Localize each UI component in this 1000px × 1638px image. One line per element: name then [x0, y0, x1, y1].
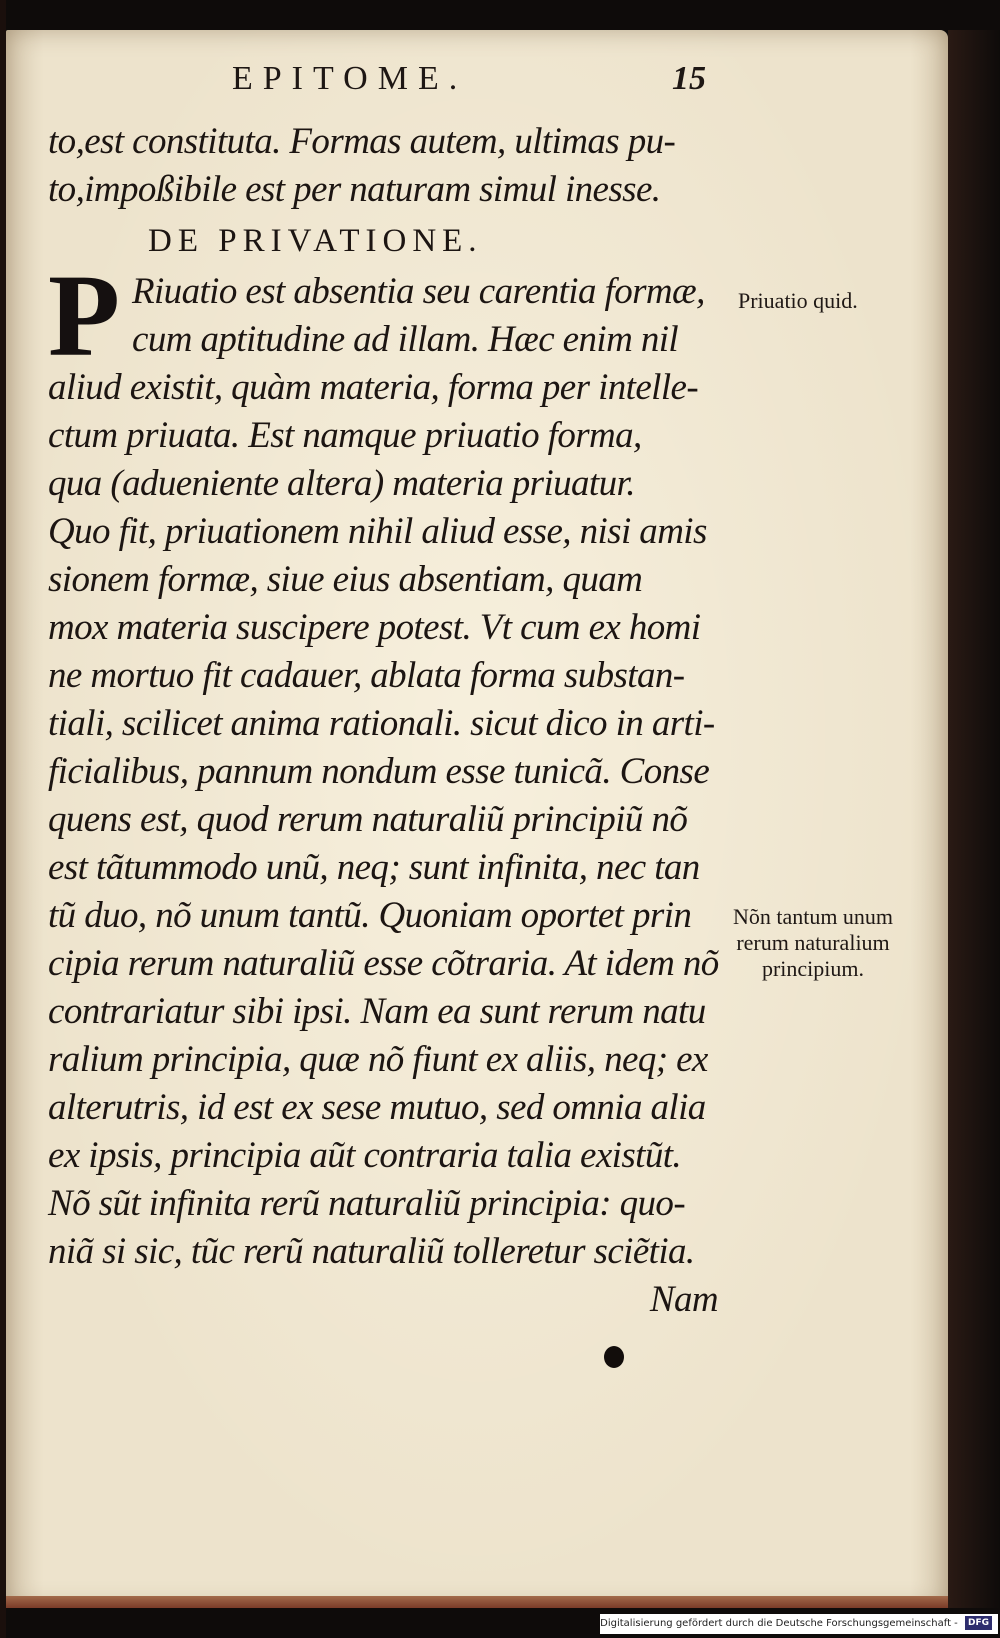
ornament-dot-icon: [604, 1346, 624, 1368]
text-line: qua (adueniente altera) materia priuatur.: [48, 463, 635, 504]
text-line: tiali, scilicet anima rationali. sicut dico in arti-: [48, 703, 715, 744]
text-line: ne mortuo fit cadauer, ablata forma substan-: [48, 655, 685, 696]
footer-text: Digitalisierung gefördert durch die Deutsche Forschungsgemeinschaft -: [600, 1618, 958, 1629]
main-text: [48, 118, 748, 1324]
text-line: Riuatio est absentia seu carentia formæ,: [132, 271, 705, 312]
page-number: 15: [672, 60, 706, 97]
page-bottom-edge: [6, 1596, 948, 1608]
section-heading: DE PRIVATIONE.: [148, 223, 483, 259]
text-line: tũ duo, nõ unum tantũ. Quoniam oportet prin: [48, 895, 692, 936]
text-line: Nõ sũt infinita rerũ naturaliũ principia: quo-: [48, 1183, 686, 1224]
text-line: cum aptitudine ad illam. Hæc enim nil: [132, 319, 679, 360]
text-line: est tãtummodo unũ, neq; sunt infinita, nec tan: [48, 847, 700, 888]
text-line: to,impoßibile est per naturam simul inesse.: [48, 169, 661, 210]
text-line: quens est, quod rerum naturaliũ principiũ nõ: [48, 799, 688, 840]
running-title: EPITOME.: [232, 60, 468, 97]
text-line: mox materia suscipere potest. Vt cum ex homi: [48, 607, 701, 648]
dfg-logo: DFG: [965, 1616, 992, 1630]
text-line: ficialibus, pannum nondum esse tunicã. Conse: [48, 751, 710, 792]
text-line: sionem formæ, siue eius absentiam, quam: [48, 559, 643, 600]
catchword: Nam: [649, 1279, 718, 1320]
marginal-note-principium: Nõn tantum unum rerum naturalium principium.: [732, 904, 894, 981]
text-line: Quo fit, priuationem nihil aliud esse, nisi amis: [48, 511, 707, 552]
text-line: to,est constituta. Formas autem, ultimas pu-: [48, 121, 676, 162]
scan-shadow-right: [948, 30, 1000, 1608]
digitization-footer: [600, 1614, 998, 1634]
marginal-note-privatio: Priuatio quid.: [738, 288, 858, 313]
drop-cap: P: [48, 250, 121, 381]
text-line: ctum priuata. Est namque priuatio forma,: [48, 415, 642, 456]
text-line: contrariatur sibi ipsi. Nam ea sunt rerum natu: [48, 991, 706, 1032]
running-head: [232, 60, 712, 110]
text-line: cipia rerum naturaliũ esse cõtraria. At idem nõ: [48, 943, 719, 984]
text-line: alterutris, id est ex sese mutuo, sed omnia alia: [48, 1087, 706, 1128]
text-line: aliud existit, quàm materia, forma per intelle-: [48, 367, 699, 408]
text-line: ralium principia, quæ nõ fiunt ex aliis, neq; ex: [48, 1039, 708, 1080]
text-line: ex ipsis, principia aũt contraria talia existũt.: [48, 1135, 682, 1176]
text-line: niã si sic, tũc rerũ naturaliũ tolleretur sciẽtia.: [48, 1231, 695, 1272]
